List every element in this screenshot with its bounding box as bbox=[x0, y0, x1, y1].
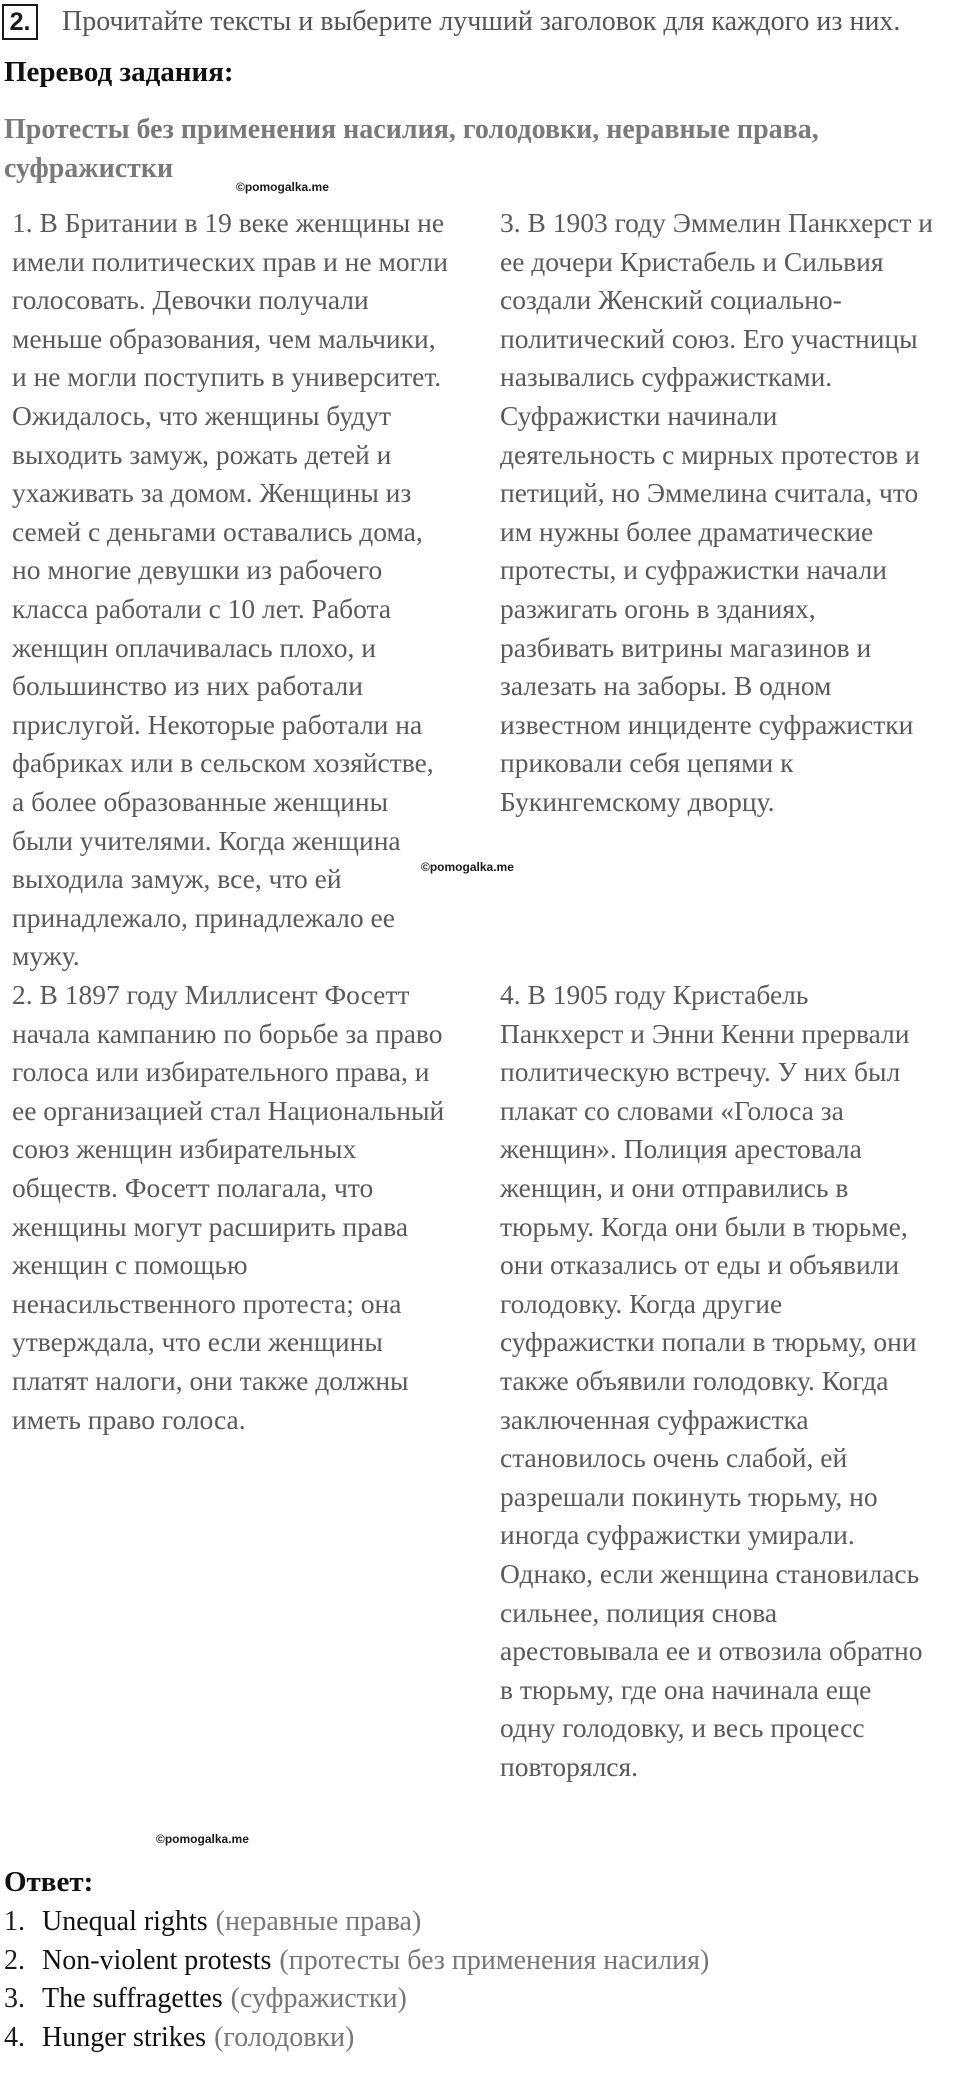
list-item bbox=[4, 1942, 944, 1981]
text-3-body: 3. В 1903 году Эммелин Панкхерст и ее дочери Кристабель и Сильвия создали Женский социально- политический союз. Его участницы назывались суфражистками. Суфражистки начинали деятельность с мирных протестов и петиций, но Эммелина считала, что им нужны более драматические протесты, и суфражистки начали разжигать огонь в зданиях, разбивать витрины магазинов и залезать на заборы. В одном известном инциденте суфражистки приковали себя цепями к Букингемскому дворцу. bbox=[500, 207, 933, 817]
answer-label: Ответ: bbox=[4, 1866, 94, 1898]
title-options: Протесты без применения насилия, голодовки, неравные права, суфражистки bbox=[4, 114, 819, 184]
answer-number: 4. bbox=[4, 2021, 25, 2053]
text-1 bbox=[12, 204, 492, 976]
answer-russian: (суфражистки) bbox=[230, 1983, 407, 2014]
task-number-box: 2. bbox=[2, 4, 38, 40]
answer-number: 1. bbox=[4, 1906, 25, 1937]
answer-russian: (неравные права) bbox=[215, 1906, 422, 1937]
text-4-body: 4. В 1905 году Кристабель Панкхерст и Энни Кенни прервали политическую встречу. У них был плакат со словами «Голоса за женщин». Полиция арестовала женщин, и они отправились в тюрьму. Когда они были в тюрьме, они отказались от еды и объявили голодовку. Когда другие суфражистки попали в тюрьму, они также объявили голодовку. Когда заключенная суфражистка становилось очень слабой, ей разрешали покинуть тюрьму, но иногда суфражистки умирали. Однако, если женщина становилась сильнее, полиция снова арестовывала ее и отвозила обратно в тюрьму, где она начинала еще одну голодовку, и весь процесс повторялся. bbox=[500, 979, 923, 1782]
task-instruction: Прочитайте тексты и выберите лучший заголовок для каждого из них. bbox=[62, 6, 901, 37]
text-1-body: 1. В Британии в 19 веке женщины не имели политических прав и не могли голосовать. Девочки получали меньше образования, чем мальчики, и не могли поступить в университет. Ожидалось, что женщины будут выходить замуж, рожать детей и ухаживать за домом. Женщины из семей с деньгами оставались дома, но многие девушки из рабочего класса работали с 10 лет. Работа женщин оплачивалась плохо, и большинство из них работали прислугой. Некоторые работали на фабриках или в сельском хозяйстве, а более образованные женщины были учителями. Когда женщина выходила замуж, все, что ей принадлежало, принадлежало ее мужу. bbox=[12, 207, 448, 972]
text-2-body: 2. В 1897 году Миллисент Фосетт начала кампанию по борьбе за право голоса или избирательного права, и ее организацией стал Национальный союз женщин избирательных обществ. Фосетт полагала, что женщины могут расширить права женщин с помощью ненасильственного протеста; она утверждала, что если женщины платят налоги, они также должны иметь право голоса. bbox=[12, 979, 445, 1435]
answer-russian: (голодовки) bbox=[214, 2021, 355, 2053]
answer-list bbox=[4, 1903, 944, 2057]
answer-russian: (протесты без применения насилия) bbox=[279, 1944, 710, 1976]
answer-number: 3. bbox=[4, 1983, 25, 2014]
list-item bbox=[4, 1980, 944, 2019]
watermark: ©pomogalka.me bbox=[236, 180, 329, 194]
answer-english: Non-violent protests bbox=[42, 1944, 272, 1976]
text-2 bbox=[12, 976, 492, 1439]
answer-english: Unequal rights bbox=[42, 1906, 208, 1937]
task-header bbox=[2, 4, 958, 44]
list-item bbox=[4, 1903, 944, 1942]
list-item bbox=[4, 2019, 944, 2058]
watermark: ©pomogalka.me bbox=[421, 860, 514, 874]
text-3 bbox=[500, 204, 960, 822]
answer-english: Hunger strikes bbox=[42, 2021, 207, 2053]
answer-english: The suffragettes bbox=[42, 1983, 223, 2014]
translation-label: Перевод задания: bbox=[4, 56, 234, 88]
text-4 bbox=[500, 976, 960, 1786]
watermark: ©pomogalka.me bbox=[156, 1832, 249, 1846]
answer-number: 2. bbox=[4, 1944, 25, 1976]
